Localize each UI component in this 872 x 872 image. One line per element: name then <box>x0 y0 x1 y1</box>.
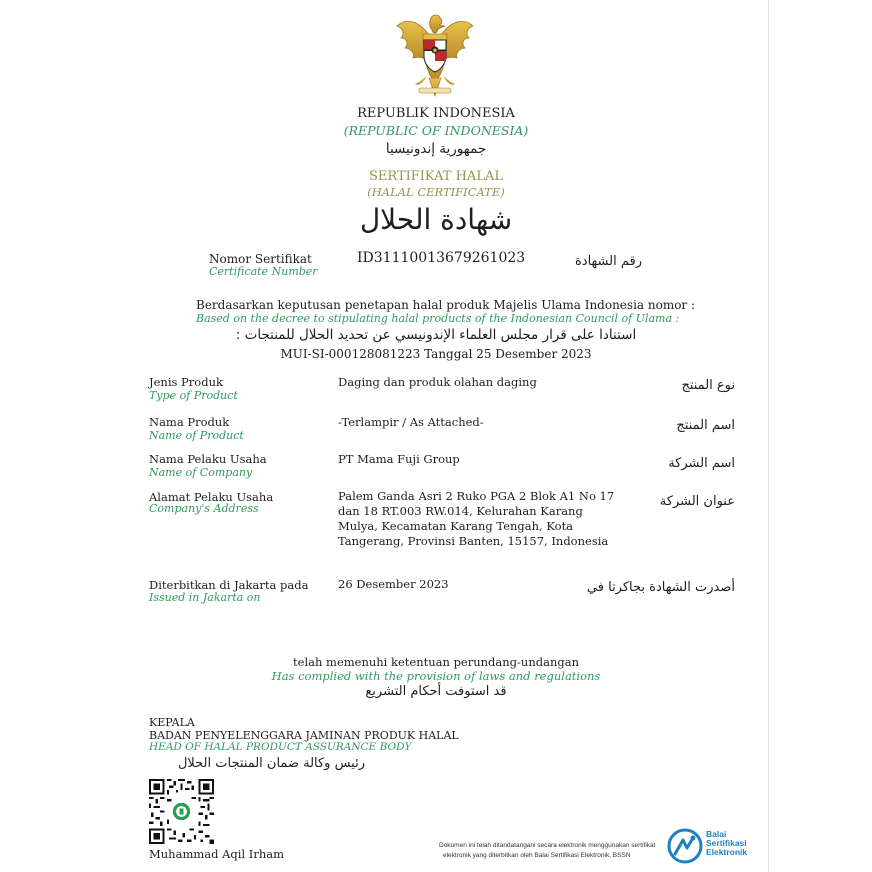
field-address-line-4: Tangerang, Provinsi Banten, 15157, Indonesia <box>338 534 609 548</box>
garuda-emblem-icon <box>393 12 477 100</box>
decree-text: Berdasarkan keputusan penetapan halal produk Majelis Ulama Indonesia nomor : <box>196 298 696 312</box>
field-company-name-label-ar: اسم الشركة <box>668 456 735 471</box>
halal-logo-icon <box>171 801 192 822</box>
decree-number: MUI-SI-000128081223 Tanggal 25 Desember 2023 <box>280 347 592 361</box>
esign-note-line-1: Dokumen ini telah ditandatangani secara elektronik menggunakan sertifikat <box>439 842 656 849</box>
cert-number-label: Nomor Sertifikat <box>209 252 312 266</box>
issued-label: Diterbitkan di Jakarta pada <box>149 578 309 592</box>
field-address-line-1: Palem Ganda Asri 2 Ruko PGA 2 Blok A1 No 17 <box>338 489 615 503</box>
decree-text-en: Based on the decree to stipulating halal products of the Indonesian Council of Ulama : <box>196 312 680 325</box>
signatory-name: Muhammad Aqil Irham <box>149 847 285 861</box>
field-address-label-ar: عنوان الشركة <box>659 494 735 509</box>
issued-label-ar: أصدرت الشهادة بجاكرتا في <box>586 580 735 595</box>
compliance-text: telah memenuhi ketentuan perundang-undangan <box>293 655 579 669</box>
issued-label-en: Issued in Jakarta on <box>149 591 261 604</box>
cert-number-label-en: Certificate Number <box>209 265 318 278</box>
field-product-name-value: -Terlampir / As Attached- <box>338 415 484 429</box>
signatory-body: BADAN PENYELENGGARA JAMINAN PRODUK HALAL <box>149 729 459 742</box>
bsre-logo-text <box>706 830 747 857</box>
cert-number-label-ar: رقم الشهادة <box>575 254 642 269</box>
field-product-name-label-ar: اسم المنتج <box>676 418 735 433</box>
bsre-text-line-1: Balai <box>706 829 727 839</box>
bsre-logo-icon <box>667 828 703 864</box>
field-product-name-label-en: Name of Product <box>149 429 244 442</box>
cert-number-value: ID31110013679261023 <box>357 250 526 266</box>
field-address-label: Alamat Pelaku Usaha <box>149 490 274 504</box>
country-name-ar: جمهورية إندونيسيا <box>385 141 487 157</box>
certificate-title-ar: شهادة الحلال <box>359 203 513 236</box>
bsre-text-line-2: Sertifikasi <box>706 838 747 848</box>
field-company-name-label: Nama Pelaku Usaha <box>149 452 267 466</box>
signatory-body-ar: رئيس وكالة ضمان المنتجات الحلال <box>177 756 365 771</box>
field-product-type-value: Daging dan produk olahan daging <box>338 375 537 389</box>
field-address-line-2: dan 18 RT.003 RW.014, Kelurahan Karang <box>338 504 583 518</box>
decree-text-ar: استنادا على قرار مجلس العلماء الإندونيسي عن تحديد الحلال للمنتجات : <box>235 327 637 343</box>
country-name: REPUBLIK INDONESIA <box>357 106 515 121</box>
country-name-en: (REPUBLIC OF INDONESIA) <box>343 123 529 138</box>
bsre-text-line-3: Elektronik <box>706 847 748 857</box>
signatory-body-en: HEAD OF HALAL PRODUCT ASSURANCE BODY <box>149 741 412 753</box>
page-edge-line <box>768 0 769 872</box>
issued-date: 26 Desember 2023 <box>338 577 449 591</box>
field-address-line-3: Mulya, Kecamatan Karang Tengah, Kota <box>338 519 574 533</box>
signatory-title: KEPALA <box>149 716 195 729</box>
field-address-label-en: Company's Address <box>149 502 259 515</box>
compliance-text-en: Has complied with the provision of laws and regulations <box>271 669 601 683</box>
field-company-name-value: PT Mama Fuji Group <box>338 452 460 466</box>
compliance-text-ar: قد استوفت أحكام التشريع <box>365 684 507 699</box>
field-company-name-label-en: Name of Company <box>149 466 253 479</box>
field-product-name-label: Nama Produk <box>149 415 230 429</box>
field-product-type-label: Jenis Produk <box>149 375 223 389</box>
esign-note-line-2: elektronik yang diterbitkan oleh Balai Sertifikasi Elektronik, BSSN <box>443 852 631 859</box>
certificate-title-en: (HALAL CERTIFICATE) <box>367 185 505 199</box>
field-product-type-label-ar: نوع المنتج <box>681 378 735 393</box>
field-product-type-label-en: Type of Product <box>149 389 238 402</box>
certificate-title: SERTIFIKAT HALAL <box>369 169 503 184</box>
